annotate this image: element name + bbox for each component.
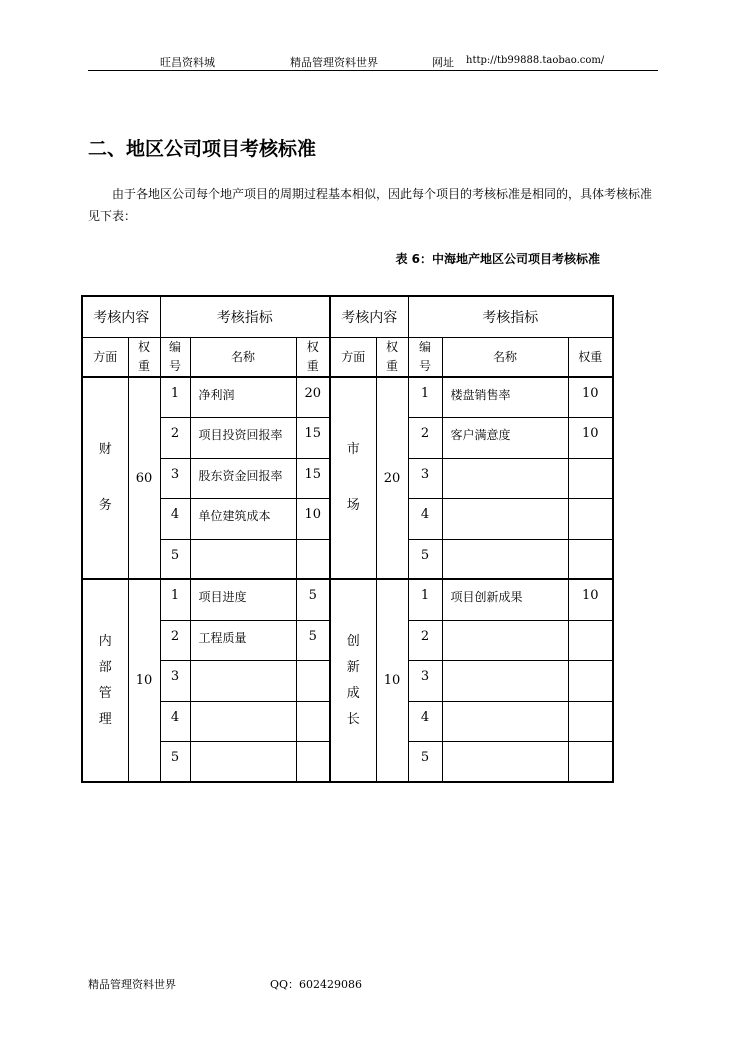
item-name [442, 620, 568, 660]
intro-paragraph: 由于各地区公司每个地产项目的周期过程基本相似，因此每个项目的考核标准是相同的，具体考核标准见下表： [88, 187, 653, 223]
item-name [190, 660, 296, 701]
item-number: 4 [160, 701, 190, 741]
item-weight: 10 [568, 579, 613, 620]
item-name [190, 741, 296, 782]
subheader-aspect-right: 方面 [330, 337, 376, 377]
weight-market: 20 [376, 377, 408, 579]
item-name [190, 701, 296, 741]
item-name [190, 539, 296, 579]
item-number: 5 [160, 539, 190, 579]
item-number: 3 [160, 458, 190, 498]
item-weight [296, 539, 330, 579]
item-number: 3 [160, 660, 190, 701]
section-title: 二、地区公司项目考核标准 [88, 138, 317, 160]
item-weight [296, 741, 330, 782]
item-number: 3 [408, 458, 442, 498]
item-number: 2 [160, 620, 190, 660]
subheader-code-left: 编 号 [160, 337, 190, 377]
item-number: 3 [408, 660, 442, 701]
header-content-right: 考核内容 [330, 296, 408, 337]
item-name [442, 660, 568, 701]
item-weight: 15 [296, 417, 330, 458]
item-weight: 15 [296, 458, 330, 498]
table-row [82, 377, 613, 417]
item-number: 5 [408, 539, 442, 579]
subheader-weight-right: 权 重 [376, 337, 408, 377]
item-name [442, 458, 568, 498]
item-name [442, 539, 568, 579]
item-number: 5 [408, 741, 442, 782]
page-header [88, 52, 658, 71]
item-number: 4 [408, 498, 442, 539]
header-left-text: 旺昌资料城 [160, 56, 215, 69]
subheader-weight2-right: 权重 [568, 337, 613, 377]
item-weight [568, 498, 613, 539]
table-caption: 表 6：中海地产地区公司项目考核标准 [395, 252, 600, 266]
area-internal-management: 内 部 管 理 [82, 579, 128, 782]
footer-qq: QQ：602429086 [270, 978, 363, 991]
header-content-left: 考核内容 [82, 296, 160, 337]
subheader-name-left: 名称 [190, 337, 296, 377]
area-innovation-growth: 创 新 成 长 [330, 579, 376, 782]
item-name: 楼盘销售率 [442, 377, 568, 417]
item-number: 1 [408, 579, 442, 620]
item-number: 2 [408, 620, 442, 660]
item-weight [568, 458, 613, 498]
header-indicator-left: 考核指标 [160, 296, 330, 337]
header-url-label: 网址 [432, 56, 454, 69]
item-name [442, 741, 568, 782]
item-weight: 10 [568, 417, 613, 458]
assessment-table [81, 295, 614, 783]
item-weight [568, 539, 613, 579]
item-name: 股东资金回报率 [190, 458, 296, 498]
item-number: 2 [408, 417, 442, 458]
item-name: 单位建筑成本 [190, 498, 296, 539]
item-weight [568, 701, 613, 741]
item-name [442, 701, 568, 741]
subheader-code-right: 编 号 [408, 337, 442, 377]
item-weight [296, 660, 330, 701]
item-number: 1 [160, 579, 190, 620]
weight-internal-management: 10 [128, 579, 160, 782]
item-weight [568, 620, 613, 660]
item-number: 4 [408, 701, 442, 741]
item-name: 项目投资回报率 [190, 417, 296, 458]
item-name: 项目创新成果 [442, 579, 568, 620]
weight-innovation-growth: 10 [376, 579, 408, 782]
item-number: 2 [160, 417, 190, 458]
item-weight: 5 [296, 579, 330, 620]
area-market: 市 场 [330, 377, 376, 579]
item-name: 项目进度 [190, 579, 296, 620]
item-weight: 10 [568, 377, 613, 417]
item-number: 5 [160, 741, 190, 782]
table-row [82, 579, 613, 620]
subheader-weight2-left: 权 重 [296, 337, 330, 377]
item-name [442, 498, 568, 539]
item-weight: 5 [296, 620, 330, 660]
item-weight [296, 701, 330, 741]
subheader-name-right: 名称 [442, 337, 568, 377]
item-name: 工程质量 [190, 620, 296, 660]
item-name: 净利润 [190, 377, 296, 417]
item-weight [568, 741, 613, 782]
item-weight [568, 660, 613, 701]
header-center-text: 精品管理资料世界 [290, 56, 378, 69]
subheader-weight-left: 权 重 [128, 337, 160, 377]
item-name: 客户满意度 [442, 417, 568, 458]
item-weight: 20 [296, 377, 330, 417]
item-weight: 10 [296, 498, 330, 539]
weight-finance: 60 [128, 377, 160, 579]
item-number: 4 [160, 498, 190, 539]
item-number: 1 [408, 377, 442, 417]
header-indicator-right: 考核指标 [408, 296, 613, 337]
footer-left-text: 精品管理资料世界 [88, 978, 176, 991]
area-finance: 财 务 [82, 377, 128, 579]
item-number: 1 [160, 377, 190, 417]
header-url[interactable]: http://tb99888.taobao.com/ [466, 55, 605, 66]
subheader-aspect-left: 方面 [82, 337, 128, 377]
